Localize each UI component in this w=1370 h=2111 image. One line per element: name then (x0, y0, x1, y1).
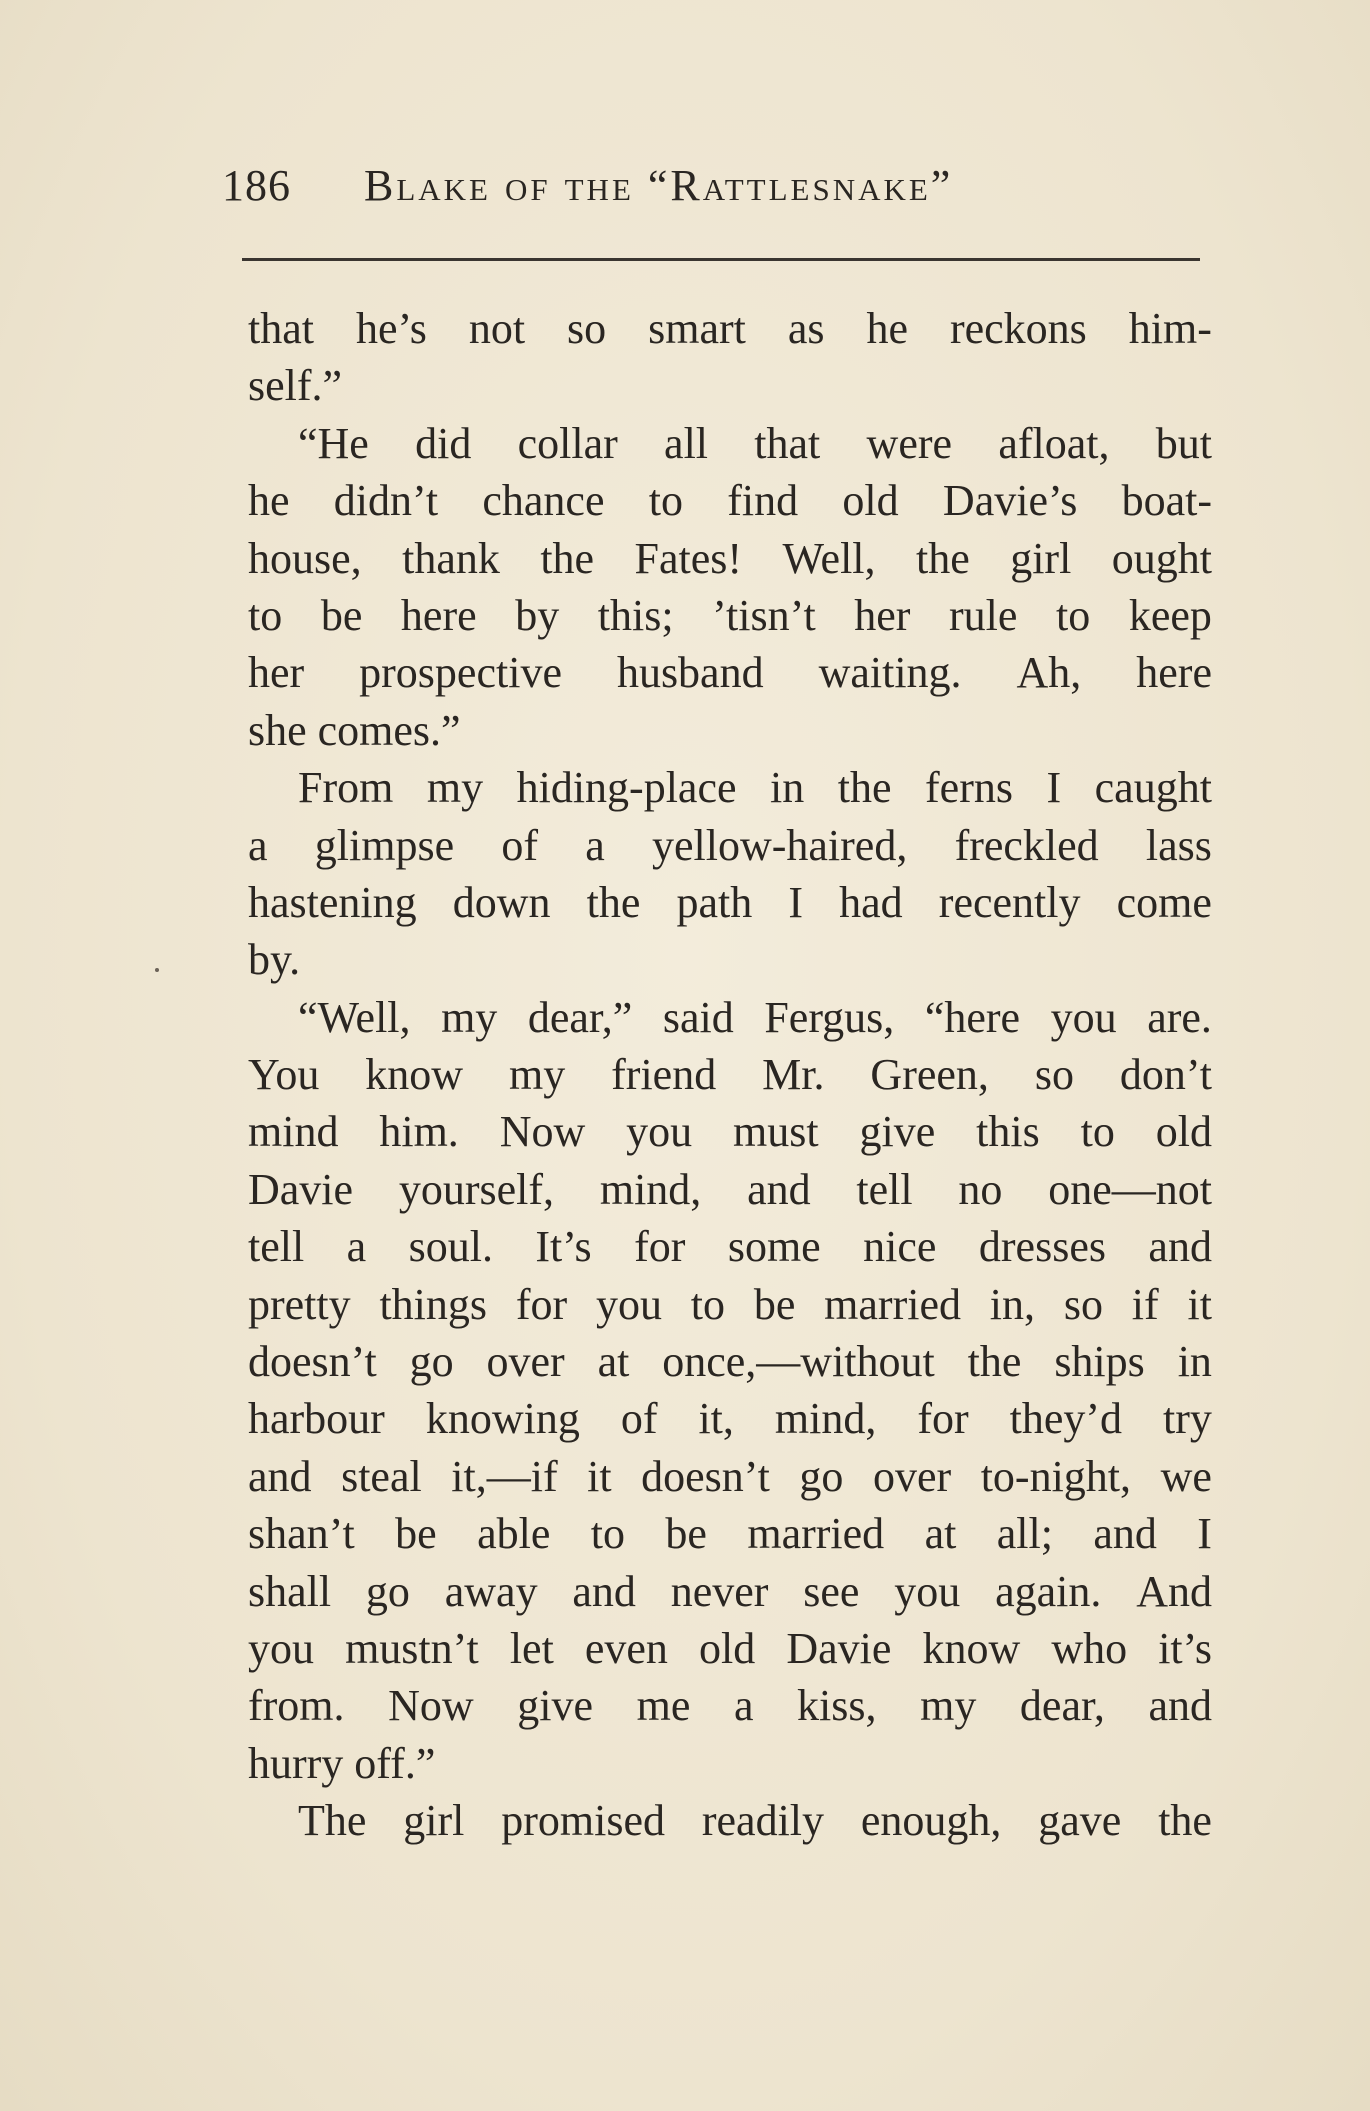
text-line (248, 1046, 1212, 1103)
word: try (1163, 1394, 1212, 1444)
word: for (634, 1222, 686, 1272)
word: as (787, 304, 825, 353)
running-title: Blake of the “Rattlesnake” (364, 161, 954, 210)
word: her (248, 648, 305, 698)
text-line (248, 415, 1212, 472)
word: him- (1128, 304, 1212, 353)
word: be (395, 1509, 437, 1559)
word: promised (501, 1796, 665, 1846)
word: to (690, 1279, 726, 1329)
word: of (620, 1394, 658, 1444)
word: so (1063, 1279, 1103, 1329)
word: And (1136, 1566, 1212, 1616)
word: tell (856, 1164, 913, 1214)
word: enough, (860, 1796, 1002, 1846)
word: married (747, 1509, 885, 1559)
word: mind, (774, 1394, 877, 1444)
word: freckled (954, 820, 1099, 870)
word: girl (403, 1796, 465, 1846)
word: in, (989, 1279, 1036, 1329)
word: girl (1010, 533, 1072, 583)
word: he (866, 304, 908, 353)
text-line (248, 817, 1212, 874)
paper-speck (155, 968, 159, 972)
word: all; (996, 1509, 1053, 1559)
word: I (1046, 763, 1062, 813)
word: doesn’t (248, 1337, 377, 1387)
word: glimpse (314, 820, 455, 870)
text-line (248, 1218, 1212, 1275)
word: my (509, 1050, 566, 1100)
word: Fergus, (764, 992, 895, 1042)
word: see (803, 1566, 860, 1616)
text-line (248, 1792, 1212, 1849)
text-line (248, 1276, 1212, 1333)
word: It’s (535, 1222, 592, 1272)
text-line (248, 1448, 1212, 1505)
word: dear,” (527, 992, 633, 1042)
page-number: 186 (222, 161, 291, 210)
text-line (248, 1563, 1212, 1620)
word: who (1051, 1623, 1128, 1673)
word: it,—if (451, 1451, 558, 1501)
text-line (248, 1505, 1212, 1562)
word: harbour (248, 1394, 385, 1444)
word: it, (698, 1394, 734, 1444)
word: the (586, 877, 641, 927)
word: Ah, (1016, 648, 1082, 698)
word: tell (248, 1222, 305, 1272)
word: to (248, 590, 283, 640)
word: are. (1147, 992, 1212, 1042)
word: here (1136, 648, 1212, 698)
word: it (1187, 1279, 1212, 1329)
word: hastening (248, 877, 417, 927)
word: said (662, 992, 734, 1042)
text-line (248, 874, 1212, 931)
word: be (665, 1509, 707, 1559)
word: Davie (248, 1164, 354, 1214)
word: ferns (925, 763, 1013, 813)
word: for (917, 1394, 969, 1444)
word: away (444, 1566, 538, 1616)
word: ships (1054, 1337, 1145, 1387)
word: her (854, 590, 911, 640)
word: dear, (1019, 1681, 1105, 1731)
word: not (468, 304, 526, 353)
word: me (636, 1681, 691, 1731)
word: and (572, 1566, 636, 1616)
word: give (517, 1681, 594, 1731)
word: recently (938, 877, 1081, 927)
word: of (501, 820, 538, 870)
word: no (958, 1164, 1003, 1214)
word: old (1155, 1107, 1212, 1157)
word: it’s (1158, 1623, 1212, 1673)
word: mind (248, 1107, 339, 1157)
word: a (248, 820, 268, 870)
word: to (648, 476, 683, 526)
text-line: self.” (248, 361, 343, 411)
word: we (1160, 1451, 1212, 1501)
word: be (320, 590, 363, 640)
word: readily (701, 1796, 825, 1846)
word: they’d (1009, 1394, 1123, 1444)
word: Fates! (634, 533, 743, 583)
word: I (788, 877, 804, 927)
text-line (248, 587, 1212, 644)
word: soul. (408, 1222, 493, 1272)
word: things (379, 1279, 488, 1329)
text-line (248, 472, 1212, 529)
word: let (509, 1623, 554, 1673)
word: chance (482, 476, 605, 526)
text-line: she comes.” (248, 705, 461, 755)
word: nice (863, 1222, 937, 1272)
word: “here (924, 992, 1021, 1042)
word: my (426, 763, 484, 813)
word: the (915, 533, 970, 583)
text-line (248, 1390, 1212, 1447)
word: he (248, 476, 290, 526)
word: shall (248, 1566, 332, 1616)
word: come (1116, 877, 1212, 927)
word: the (540, 533, 595, 583)
word: it (587, 1451, 612, 1501)
word: and (1093, 1509, 1157, 1559)
word: prospective (359, 648, 562, 698)
word: a (585, 820, 605, 870)
body-text (248, 300, 1212, 1850)
word: smart (648, 304, 746, 353)
word: by (515, 590, 560, 640)
word: waiting. (818, 648, 962, 698)
word: at (597, 1337, 630, 1387)
word: married (824, 1279, 961, 1329)
word: path (676, 877, 753, 927)
word: this; (597, 590, 674, 640)
word: lass (1145, 820, 1212, 870)
word: Now (388, 1681, 474, 1731)
word: down (452, 877, 551, 927)
word: I (1197, 1509, 1212, 1559)
word: mustn’t (345, 1623, 479, 1673)
word: Well, (782, 533, 876, 583)
word: my (441, 992, 498, 1042)
word: dresses (978, 1222, 1106, 1272)
word: he’s (355, 304, 427, 353)
word: boat- (1121, 476, 1212, 526)
word: to (590, 1509, 626, 1559)
word: here (400, 590, 477, 640)
word: Now (499, 1107, 586, 1157)
word: thank (402, 533, 500, 583)
word: old (842, 476, 899, 526)
word: From (298, 763, 394, 813)
word: find (727, 476, 799, 526)
header-rule (242, 258, 1200, 261)
word: my (920, 1681, 977, 1731)
word: steal (341, 1451, 422, 1501)
text-line: by. (248, 935, 301, 985)
running-head (222, 160, 1198, 220)
word: give (859, 1107, 936, 1157)
word: and (747, 1164, 811, 1214)
word: and (248, 1451, 312, 1501)
word: one—not (1048, 1164, 1212, 1214)
word: Green, (870, 1050, 989, 1100)
word: once,—without (662, 1337, 935, 1387)
word: the (1158, 1796, 1212, 1846)
word: You (248, 1050, 320, 1100)
word: shan’t (248, 1509, 355, 1559)
word: house, (248, 533, 362, 583)
word: you (248, 1623, 314, 1673)
word: pretty (248, 1279, 351, 1329)
text-line (248, 1677, 1212, 1734)
word: had (839, 877, 903, 927)
word: to (1056, 590, 1091, 640)
word: friend (611, 1050, 717, 1100)
word: did (415, 418, 472, 468)
word: yellow-haired, (651, 820, 908, 870)
word: if (1131, 1279, 1159, 1329)
word: that (754, 418, 821, 468)
text-line (248, 300, 1212, 357)
word: the (837, 763, 892, 813)
word: some (727, 1222, 821, 1272)
word: keep (1128, 590, 1212, 640)
word: in (1177, 1337, 1212, 1387)
word: you (595, 1279, 662, 1329)
word: yourself, (398, 1164, 555, 1214)
text-line (248, 530, 1212, 587)
word: but (1155, 418, 1212, 468)
word: at (924, 1509, 957, 1559)
word: so (567, 304, 607, 353)
word: were (866, 418, 953, 468)
text-line (248, 989, 1212, 1046)
word: don’t (1119, 1050, 1212, 1100)
word: mind, (599, 1164, 702, 1214)
word: the (967, 1337, 1022, 1387)
word: ’tisn’t (712, 590, 816, 640)
word: gave (1038, 1796, 1122, 1846)
word: you (1050, 992, 1117, 1042)
word: Davie (786, 1623, 892, 1673)
text-line (248, 1161, 1212, 1218)
word: kiss, (797, 1681, 877, 1731)
word: knowing (425, 1394, 580, 1444)
word: “Well, (298, 992, 411, 1042)
word: The (298, 1796, 367, 1846)
word: never (670, 1566, 769, 1616)
word: know (922, 1623, 1021, 1673)
word: Davie’s (942, 476, 1078, 526)
word: go (365, 1566, 410, 1616)
word: know (365, 1050, 464, 1100)
word: you (894, 1566, 961, 1616)
word: for (515, 1279, 568, 1329)
word: over (872, 1451, 952, 1501)
word: able (477, 1509, 551, 1559)
word: must (733, 1107, 819, 1157)
word: a (346, 1222, 367, 1272)
word: Mr. (762, 1050, 825, 1100)
word: rule (949, 590, 1018, 640)
word: even (584, 1623, 668, 1673)
word: old (699, 1623, 756, 1673)
word: so (1034, 1050, 1074, 1100)
word: you (626, 1107, 693, 1157)
word: him. (379, 1107, 459, 1157)
word: ought (1111, 533, 1212, 583)
word: to (1080, 1107, 1115, 1157)
word: husband (616, 648, 764, 698)
word: be (753, 1279, 796, 1329)
word: and (1148, 1681, 1212, 1731)
text-line (248, 1620, 1212, 1677)
word: again. (995, 1566, 1102, 1616)
word: caught (1094, 763, 1212, 813)
word: collar (517, 418, 618, 468)
word: in (770, 763, 805, 813)
word: from. (248, 1681, 345, 1731)
word: didn’t (333, 476, 439, 526)
word: and (1148, 1222, 1212, 1272)
word: reckons (949, 304, 1087, 353)
word: hiding-place (516, 763, 737, 813)
text-line (248, 644, 1212, 701)
text-line: hurry off.” (248, 1738, 436, 1788)
text-line (248, 1103, 1212, 1160)
word: go (799, 1451, 844, 1501)
word: over (486, 1337, 565, 1387)
word: go (409, 1337, 454, 1387)
word: all (664, 418, 709, 468)
text-line (248, 759, 1212, 816)
text-line (248, 1333, 1212, 1390)
word: afloat, (998, 418, 1110, 468)
word: this (976, 1107, 1040, 1157)
word: doesn’t (641, 1451, 770, 1501)
word: “He (298, 418, 369, 468)
word: to-night, (980, 1451, 1132, 1501)
word: a (733, 1681, 754, 1731)
word: that (248, 304, 314, 353)
